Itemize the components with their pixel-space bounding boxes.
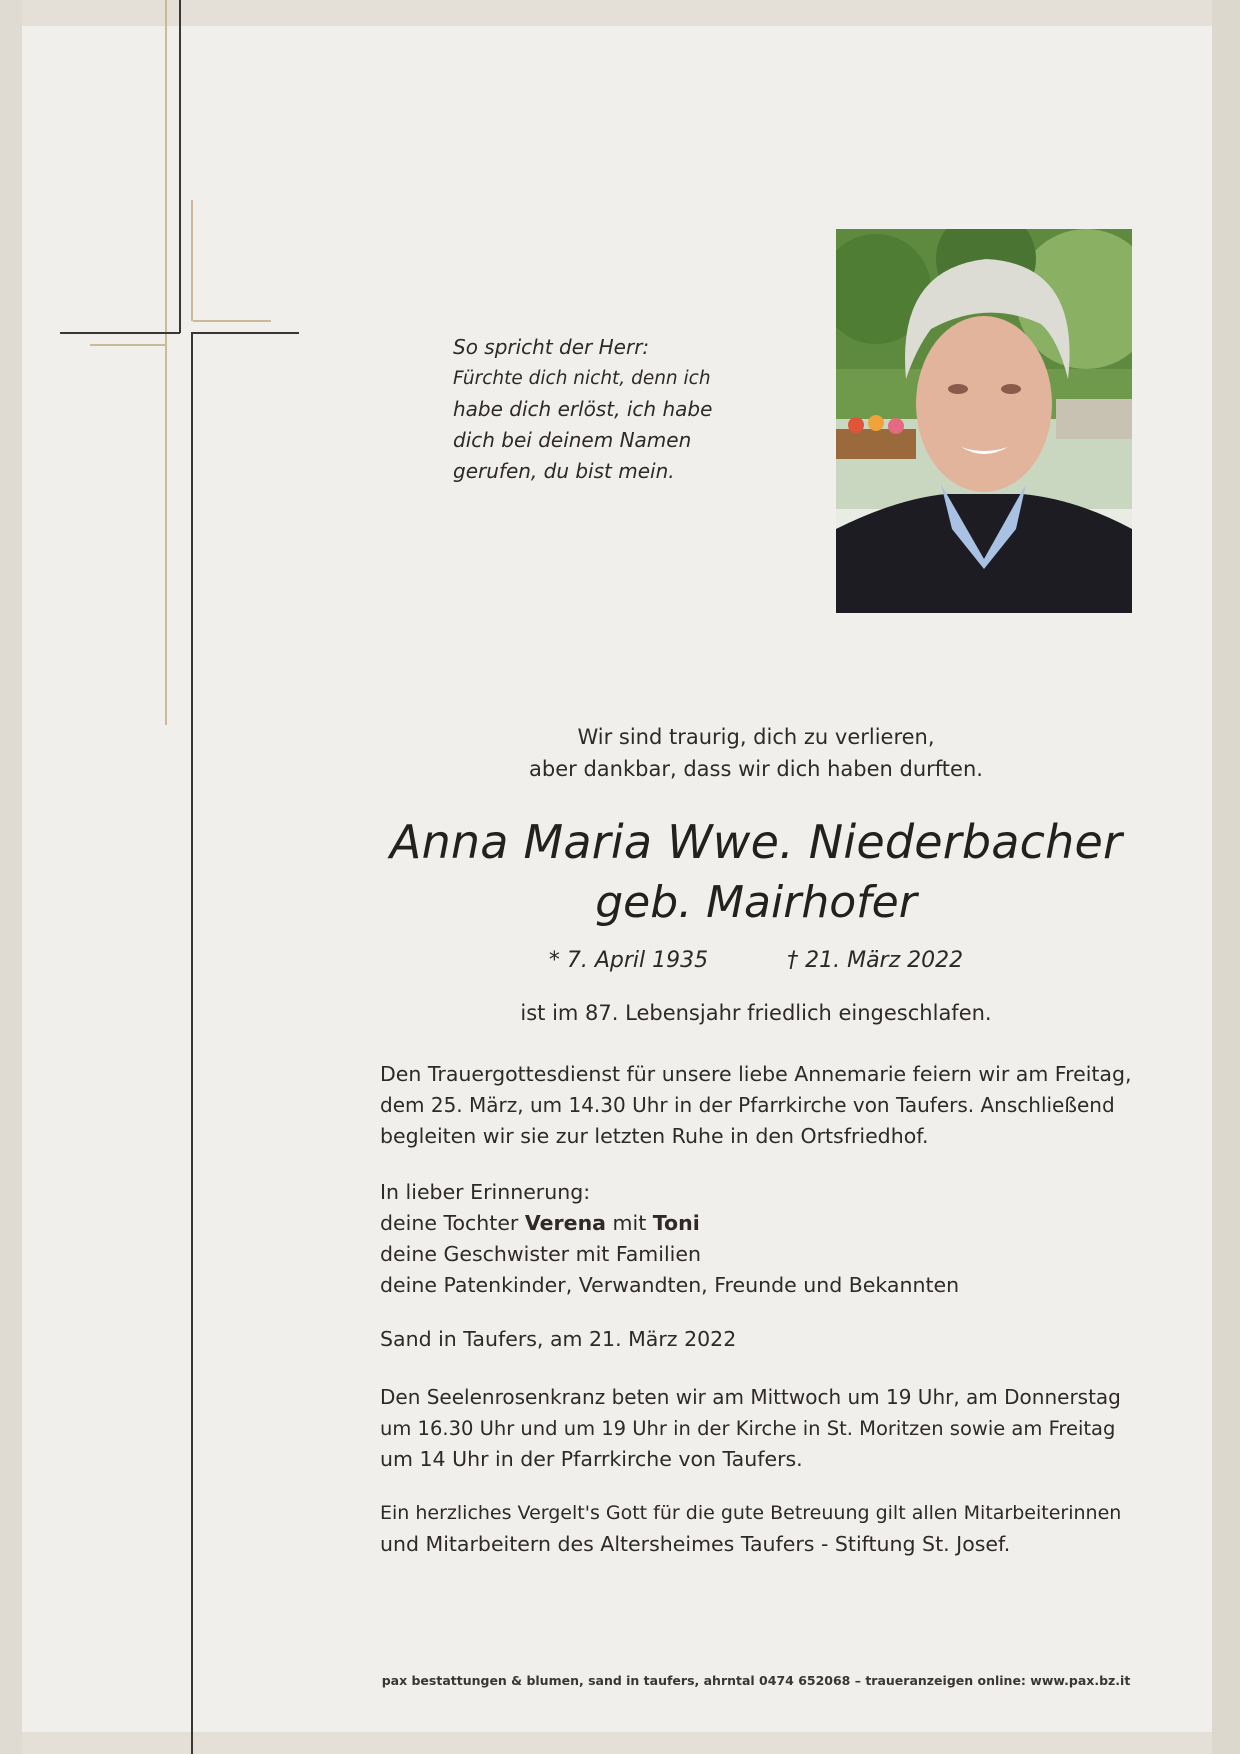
- deceased-name: Anna Maria Wwe. Niederbacher: [389, 815, 1123, 869]
- mourners-heading: In lieber Erinnerung:: [380, 1180, 591, 1204]
- cross-vertical-gold-short: [191, 200, 193, 321]
- mourners-list: [380, 1177, 1132, 1301]
- service-line: dem 25. März, um 14.30 Uhr in der Pfarrkirche von Taufers. Anschließend: [380, 1093, 1115, 1117]
- cross-vertical-dark-bottom: [191, 332, 193, 1754]
- service-paragraph: [380, 1059, 1132, 1152]
- cross-arm-left-gold: [90, 344, 167, 346]
- quote-line: dich bei deinem Namen: [453, 428, 692, 452]
- quote-line: So spricht der Herr:: [453, 335, 650, 359]
- partner-name: Toni: [652, 1211, 700, 1235]
- intro-line: Wir sind traurig, dich zu verlieren,: [577, 725, 935, 749]
- thanks-line: und Mitarbeitern des Altersheimes Taufers - Stiftung St. Josef.: [380, 1532, 1011, 1556]
- background-left-edge: [0, 0, 22, 1754]
- footer-contact: pax bestattungen & blumen, sand in taufers, ahrntal 0474 652068 – traueranzeigen online: www.pax.bz.it: [381, 1673, 1131, 1688]
- life-dates: [380, 945, 1132, 977]
- cross-vertical-dark-top: [179, 0, 181, 333]
- cross-arm-right-gold: [193, 320, 271, 322]
- thanks-line: Ein herzliches Vergelt's Gott für die gute Betreuung gilt allen Mitarbeiterinnen: [380, 1502, 1122, 1524]
- death-date: † 21. März 2022: [787, 948, 964, 973]
- portrait-photo: [836, 229, 1132, 613]
- intro-text: [380, 721, 1132, 785]
- quote-line: habe dich erlöst, ich habe: [453, 397, 713, 421]
- quote-line: Fürchte dich nicht, denn ich: [453, 368, 711, 389]
- rosary-paragraph: [380, 1382, 1132, 1475]
- age-text: ist im 87. Lebensjahr friedlich eingeschlafen.: [520, 1001, 992, 1025]
- intro-line: aber dankbar, dass wir dich haben durften.: [529, 757, 983, 781]
- cross-arm-right-dark: [191, 332, 299, 334]
- service-line: begleiten wir sie zur letzten Ruhe in den Ortsfriedhof.: [380, 1124, 929, 1148]
- mourner-daughter: [380, 1208, 1132, 1239]
- place-date: [380, 1324, 1132, 1355]
- daughter-name: Verena: [524, 1211, 606, 1235]
- birth-date: * 7. April 1935: [548, 948, 709, 973]
- mourner-siblings: deine Geschwister mit Familien: [380, 1242, 701, 1266]
- bible-quote: [453, 332, 712, 487]
- rosary-line: um 14 Uhr in der Pfarrkirche von Taufers.: [380, 1447, 803, 1471]
- cross-vertical-gold: [165, 0, 167, 725]
- daughter-prefix: deine Tochter: [380, 1211, 519, 1235]
- service-line: Den Trauergottesdienst für unsere liebe Annemarie feiern wir am Freitag,: [380, 1062, 1132, 1086]
- thanks-paragraph: [380, 1498, 1132, 1560]
- background-right-edge: [1212, 0, 1240, 1754]
- maiden-name: geb. Mairhofer: [595, 877, 917, 928]
- mourner-others: deine Patenkinder, Verwandten, Freunde und Bekannten: [380, 1273, 960, 1297]
- cross-arm-left-dark: [60, 332, 180, 334]
- portrait-illustration: [836, 229, 1132, 613]
- quote-line: gerufen, du bist mein.: [453, 459, 675, 483]
- place-date-line: Sand in Taufers, am 21. März 2022: [380, 1327, 737, 1351]
- rosary-line: Den Seelenrosenkranz beten wir am Mittwoch um 19 Uhr, am Donnerstag: [380, 1385, 1121, 1409]
- daughter-mid: mit: [612, 1211, 647, 1235]
- rosary-line: um 16.30 Uhr und um 19 Uhr in der Kirche in St. Moritzen sowie am Freitag: [380, 1417, 1116, 1440]
